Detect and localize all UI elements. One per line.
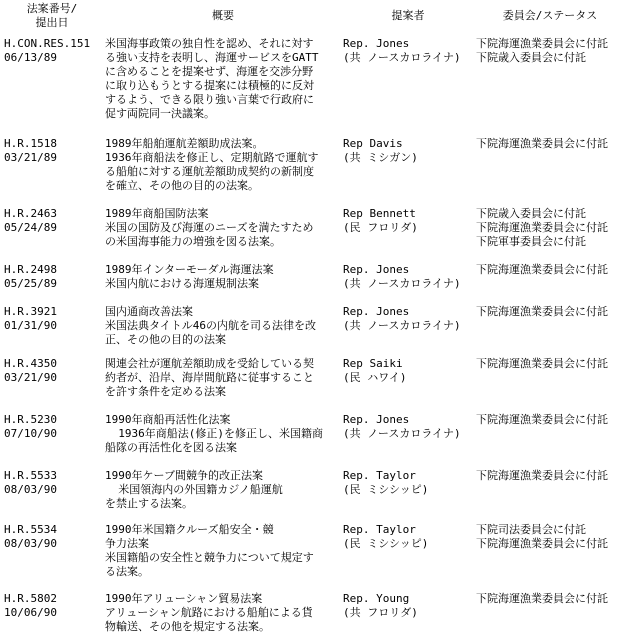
- summary-cell: [105, 207, 341, 249]
- header-sponsor: 提案者: [391, 9, 425, 22]
- bill-number-cell: [4, 357, 96, 385]
- summary-cell-line: 1990年商船再活性化法案: [105, 413, 231, 426]
- committee-cell-line: 下院軍事委員会に付託: [476, 235, 586, 248]
- summary-cell-line: 国内通商改善法案: [105, 305, 193, 318]
- sponsor-cell: [343, 592, 473, 620]
- summary-cell: [105, 37, 341, 121]
- summary-cell-line: 正、その他の目的の法案: [105, 333, 226, 346]
- committee-cell-line: 下院司法委員会に付託: [476, 523, 586, 536]
- sponsor-cell-line: (民 フロリダ): [343, 221, 418, 234]
- summary-cell-line: 争力法案: [105, 537, 149, 550]
- sponsor-cell-line: (共 ノースカロライナ): [343, 427, 461, 440]
- committee-cell-line: 下院海運漁業委員会に付託: [476, 221, 608, 234]
- committee-cell-line: 下院海運漁業委員会に付託: [476, 263, 608, 276]
- summary-cell-line: 1989年インターモーダル海運法案: [105, 263, 274, 276]
- summary-cell-line: 1936年商船法(修正)を修正し、米国籍商: [105, 427, 323, 440]
- committee-cell: [476, 592, 624, 606]
- bill-number-cell: [4, 469, 96, 497]
- committee-cell-line: 下院歳入委員会に付託: [476, 207, 586, 220]
- bill-number-cell-line: 05/25/89: [4, 277, 57, 290]
- committee-cell-line: 下院海運漁業委員会に付託: [476, 137, 608, 150]
- bill-number-cell: [4, 207, 96, 235]
- committee-cell-line: 下院海運漁業委員会に付託: [476, 37, 608, 50]
- summary-cell-line: 1989年商船国防法案: [105, 207, 209, 220]
- sponsor-cell-line: (共 ミシガン): [343, 151, 418, 164]
- summary-cell-line: 米国の国防及び海運のニーズを満たすため: [105, 221, 314, 234]
- bill-number-cell-line: 03/21/90: [4, 371, 57, 384]
- header-bill-number-line2: 提出日: [35, 16, 69, 29]
- sponsor-cell: [343, 469, 473, 497]
- bill-number-cell-line: H.R.1518: [4, 137, 57, 150]
- sponsor-cell-line: Rep Davis: [343, 137, 403, 150]
- summary-cell: [105, 469, 341, 511]
- sponsor-cell-line: (共 ノースカロライナ): [343, 319, 461, 332]
- committee-cell-line: 下院海運漁業委員会に付託: [476, 537, 608, 550]
- sponsor-cell: [343, 137, 473, 165]
- sponsor-cell-line: Rep. Jones: [343, 305, 410, 318]
- bill-number-cell-line: 06/13/89: [4, 51, 57, 64]
- summary-cell-line: 1989年船舶運航差額助成法案。: [105, 137, 264, 150]
- header-bill-number-line1: 法案番号/: [26, 2, 78, 15]
- summary-cell-line: 1936年商船法を修正し、定期航路で運航す: [105, 151, 319, 164]
- summary-cell: [105, 263, 341, 291]
- summary-cell: [105, 592, 341, 634]
- sponsor-cell-line: Rep Saiki: [343, 357, 403, 370]
- bill-number-cell: [4, 37, 96, 65]
- bill-number-cell: [4, 523, 96, 551]
- summary-cell: [105, 357, 341, 399]
- bill-number-cell-line: H.R.2463: [4, 207, 57, 220]
- summary-cell-line: る強い支持を表明し、海運サービスをGATT: [105, 51, 319, 64]
- summary-cell-line: するよう、できる限り強い言葉で行政府に: [105, 93, 314, 106]
- committee-cell: [476, 305, 624, 319]
- bill-number-cell-line: 10/06/90: [4, 606, 57, 619]
- bill-number-cell: [4, 305, 96, 333]
- summary-cell-line: 米国海事政策の独自性を認め、それに対す: [105, 37, 314, 50]
- bill-number-cell-line: 01/31/90: [4, 319, 57, 332]
- sponsor-cell-line: Rep Bennett: [343, 207, 416, 220]
- header-committee: 委員会/ステータス: [502, 9, 598, 22]
- summary-cell-line: 関連会社が運航差額助成を受給している契: [105, 357, 314, 370]
- bill-number-cell-line: H.R.5230: [4, 413, 57, 426]
- committee-cell: [476, 37, 624, 65]
- sponsor-cell: [343, 37, 473, 65]
- summary-cell-line: 米国内航における海運規制法案: [105, 277, 259, 290]
- bill-number-cell-line: H.R.3921: [4, 305, 57, 318]
- committee-cell-line: 下院海運漁業委員会に付託: [476, 413, 608, 426]
- summary-cell-line: 船隊の再活性化を図る法案: [105, 441, 237, 454]
- committee-cell: [476, 523, 624, 551]
- bill-number-cell: [4, 263, 96, 291]
- summary-cell-line: 米国籍船の安全性と競争力について規定す: [105, 551, 314, 564]
- summary-cell-line: る船舶に対する運航差額助成契約の新制度: [105, 165, 314, 178]
- committee-cell: [476, 357, 624, 371]
- summary-cell: [105, 523, 341, 579]
- summary-cell-line: を許す条件を定める法案: [105, 385, 226, 398]
- sponsor-cell-line: Rep. Jones: [343, 37, 410, 50]
- bill-number-cell-line: H.CON.RES.151: [4, 37, 91, 50]
- committee-cell-line: 下院海運漁業委員会に付託: [476, 469, 608, 482]
- summary-cell-line: の米国海事能力の増強を図る法案。: [105, 235, 281, 248]
- committee-cell: [476, 207, 624, 249]
- committee-cell-line: 下院海運漁業委員会に付託: [476, 357, 608, 370]
- summary-cell-line: 米国領海内の外国籍カジノ船運航: [105, 483, 283, 496]
- committee-cell: [476, 137, 624, 151]
- summary-cell-line: に取り込もうとする提案には積極的に反対: [105, 79, 314, 92]
- committee-cell: [476, 469, 624, 483]
- bill-number-cell-line: 08/03/90: [4, 537, 57, 550]
- summary-cell-line: を禁止する法案。: [105, 497, 193, 510]
- sponsor-cell: [343, 263, 473, 291]
- header-bill-number: [8, 2, 96, 30]
- summary-cell-line: 1990年アリューシャン貿易法案: [105, 592, 263, 605]
- summary-cell-line: 促す両院同一決議案。: [105, 107, 215, 120]
- sponsor-cell: [343, 207, 473, 235]
- summary-cell-line: る法案。: [105, 565, 149, 578]
- sponsor-cell-line: (民 ハワイ): [343, 371, 407, 384]
- summary-cell-line: に含めることを提案せず、海運を交渉分野: [105, 65, 314, 78]
- sponsor-cell-line: Rep. Jones: [343, 413, 410, 426]
- bill-number-cell-line: H.R.5533: [4, 469, 57, 482]
- summary-cell-line: を確立、その他の目的の法案。: [105, 179, 259, 192]
- sponsor-cell: [343, 357, 473, 385]
- bill-number-cell-line: 07/10/90: [4, 427, 57, 440]
- bill-number-cell-line: 05/24/89: [4, 221, 57, 234]
- sponsor-cell-line: (民 ミシシッピ): [343, 537, 429, 550]
- bill-number-cell: [4, 413, 96, 441]
- sponsor-cell-line: (民 ミシシッピ): [343, 483, 429, 496]
- bill-number-cell-line: H.R.5534: [4, 523, 57, 536]
- sponsor-cell-line: (共 ノースカロライナ): [343, 277, 461, 290]
- summary-cell: [105, 137, 341, 193]
- sponsor-cell: [343, 413, 473, 441]
- committee-cell-line: 下院歳入委員会に付託: [476, 51, 586, 64]
- bill-number-cell-line: 08/03/90: [4, 483, 57, 496]
- summary-cell-line: 1990年ケーブ間競争的改正法案: [105, 469, 263, 482]
- sponsor-cell-line: Rep. Taylor: [343, 469, 416, 482]
- bill-number-cell-line: 03/21/89: [4, 151, 57, 164]
- summary-cell-line: 約者が、沿岸、海岸間航路に従事すること: [105, 371, 314, 384]
- header-summary: 概要: [212, 9, 234, 22]
- sponsor-cell-line: (共 ノースカロライナ): [343, 51, 461, 64]
- summary-cell-line: 物輸送、その他を規定する法案。: [105, 620, 270, 633]
- bill-number-cell-line: H.R.5802: [4, 592, 57, 605]
- summary-cell: [105, 413, 341, 455]
- sponsor-cell: [343, 523, 473, 551]
- summary-cell-line: 1990年米国籍クルーズ船安全・競: [105, 523, 274, 536]
- committee-cell-line: 下院海運漁業委員会に付託: [476, 305, 608, 318]
- bill-number-cell: [4, 137, 96, 165]
- summary-cell: [105, 305, 341, 347]
- bill-number-cell: [4, 592, 96, 620]
- committee-cell-line: 下院海運漁業委員会に付託: [476, 592, 608, 605]
- sponsor-cell: [343, 305, 473, 333]
- sponsor-cell-line: Rep. Taylor: [343, 523, 416, 536]
- committee-cell: [476, 413, 624, 427]
- committee-cell: [476, 263, 624, 277]
- summary-cell-line: 米国法典タイトル46の内航を司る法律を改: [105, 319, 317, 332]
- summary-cell-line: アリューシャン航路における船舶による貨: [105, 606, 313, 619]
- sponsor-cell-line: Rep. Young: [343, 592, 410, 605]
- sponsor-cell-line: (共 フロリダ): [343, 606, 418, 619]
- sponsor-cell-line: Rep. Jones: [343, 263, 410, 276]
- bill-number-cell-line: H.R.2498: [4, 263, 57, 276]
- bill-number-cell-line: H.R.4350: [4, 357, 57, 370]
